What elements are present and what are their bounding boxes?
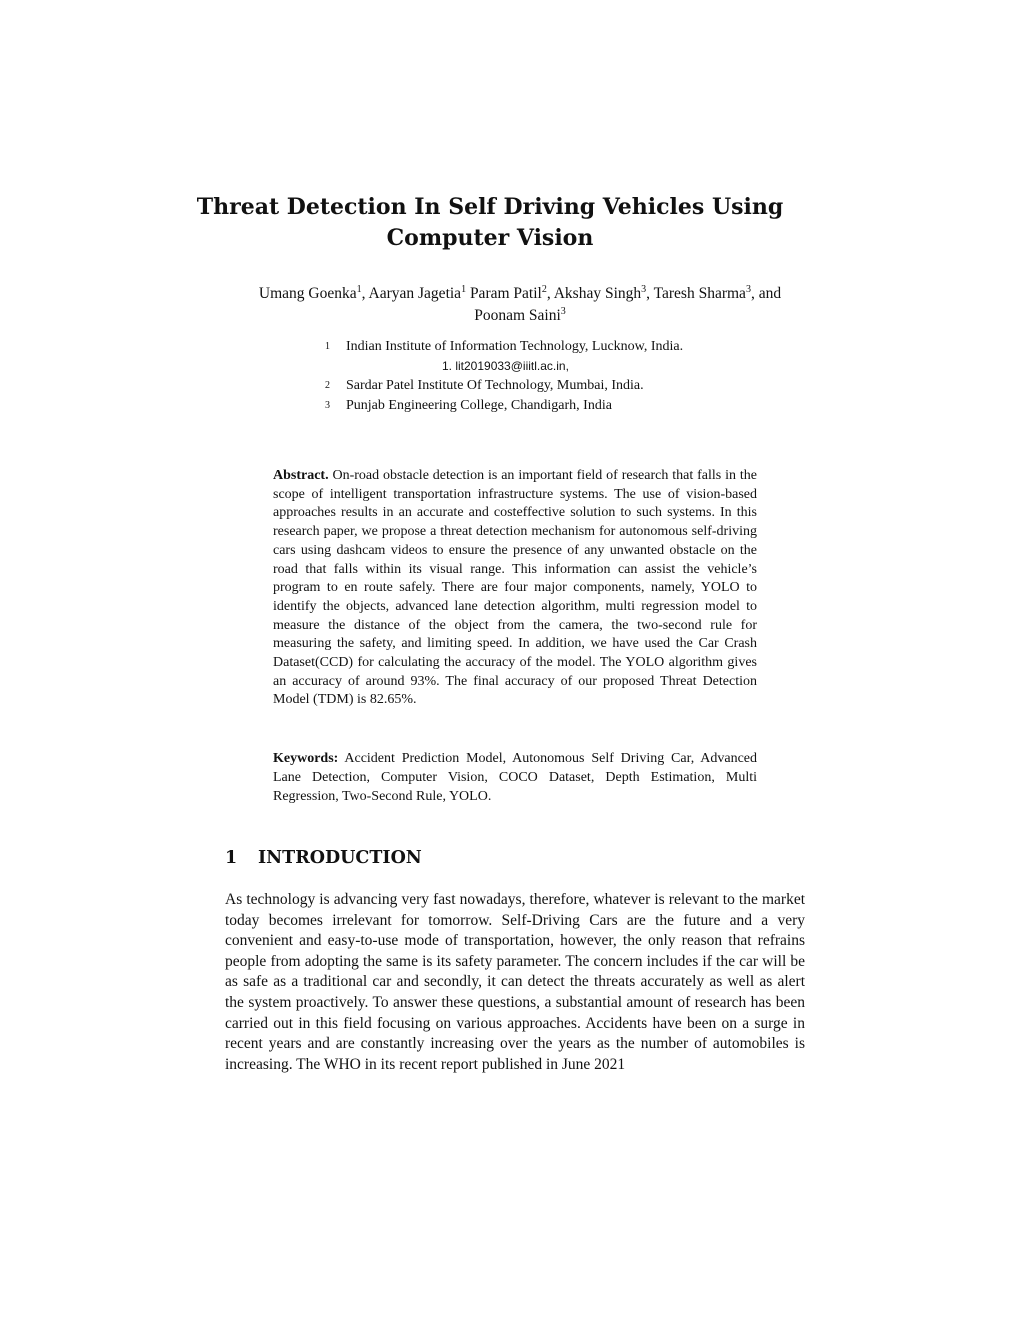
author-affiliation-marker: 3	[560, 305, 566, 317]
title-line-2: Computer Vision	[386, 225, 594, 251]
affiliation-number: 2	[325, 380, 330, 391]
author-name: Umang Goenka	[258, 285, 357, 302]
title-line-1: Threat Detection In Self Driving Vehicles Using	[196, 194, 784, 220]
affiliation-text: Sardar Patel Institute Of Technology, Mumbai, India.	[346, 378, 644, 393]
keywords-text: Accident Prediction Model, Autonomous Self Driving Car, Advanced Lane Detection, Computer Vision, COCO Dataset, Depth Estimation, Multi Regression, Two-Second Rule, YOLO.	[273, 751, 757, 804]
author-affiliation-marker: 1	[461, 283, 467, 295]
abstract-text: On-road obstacle detection is an important field of research that falls in the scope of intelligent transportation infrastructure systems. The use of vision-based approaches results in an accurate and costeffective solution to such systems. In this research paper, we propose a threat detection mechanism for autonomous self-driving cars using dashcam videos to ensure the presence of any unwanted obstacle on the road that falls within its visual range. This information can assist the vehicle’s program to en route safely. There are four major components, namely, YOLO to identify the objects, advanced lane detection algorithm, multi regression model to measure the distance of the object from the camera, the two-second rule for measuring the safety, and limiting speed. In addition, we have used the Car Crash Dataset(CCD) for calculating the accuracy of the model. The YOLO algorithm gives an accuracy of around 93%. The final accuracy of our proposed Threat Detection Model (TDM) is 82.65%.	[273, 468, 757, 708]
author-affiliation-marker: 1	[356, 283, 362, 295]
affiliation-number: 1	[325, 341, 330, 352]
author-list	[200, 283, 840, 327]
affiliation-2	[0, 377, 1024, 395]
section-title: INTRODUCTION	[258, 848, 422, 868]
author-line-2	[200, 305, 840, 327]
author-name: , Akshay Singh	[546, 285, 642, 302]
author-name: , Taresh Sharma	[646, 285, 746, 302]
section-number: 1	[225, 848, 238, 868]
section-heading-introduction	[225, 848, 422, 868]
affiliation-text: Punjab Engineering College, Chandigarh, India	[346, 398, 612, 413]
author-affiliation-marker: 3	[745, 283, 751, 295]
author-line-1	[200, 283, 840, 305]
abstract	[273, 467, 757, 710]
keywords-label: Keywords:	[273, 751, 339, 766]
affiliation-3	[0, 397, 1024, 415]
author-conjunction: , and	[750, 285, 782, 302]
affiliation-1	[0, 338, 1024, 356]
author-name: Param Patil	[466, 285, 542, 302]
keywords	[273, 749, 757, 806]
affiliation-number: 3	[325, 400, 330, 411]
author-affiliation-marker: 3	[641, 283, 647, 295]
introduction-paragraph: As technology is advancing very fast nowadays, therefore, whatever is relevant to the market today becomes irrelevant for tomorrow. Self-Driving Cars are the future and a very convenient and easy-to-use mode of transportation, however, the only reason that refrains people from adopting the same is its safety parameter. The concern includes if the car will be as safe as a traditional car and secondly, it can detect the threats accurately as well as alert the system proactively. To answer these questions, a substantial amount of research has been carried out in this field focusing on various approaches. Accidents have been on a surge in recent years and are constantly increasing over the years as the number of automobiles is increasing. The WHO in its recent report published in June 2021	[225, 891, 805, 1073]
paper-title	[150, 192, 830, 254]
affiliation-text: Indian Institute of Information Technology, Lucknow, India.	[346, 339, 684, 354]
author-affiliation-marker: 2	[541, 283, 547, 295]
contact-email-row	[0, 357, 1024, 375]
contact-email: 1. lit2019033@iiitl.ac.in,	[442, 359, 569, 373]
author-name: , Aaryan Jagetia	[361, 285, 462, 302]
author-name: Poonam Saini	[474, 307, 561, 324]
abstract-label: Abstract.	[273, 468, 329, 483]
